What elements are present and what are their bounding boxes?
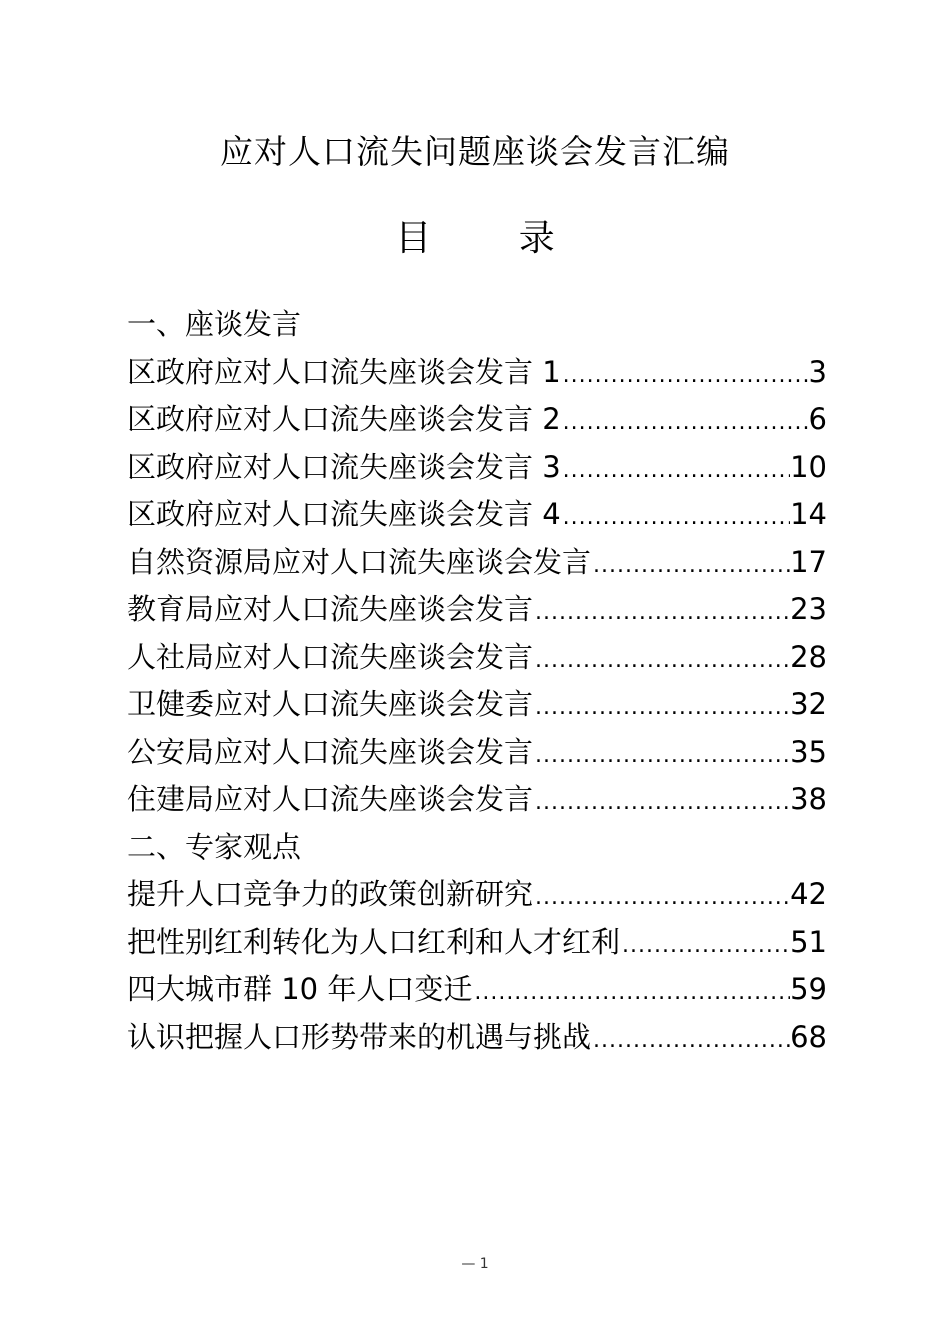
toc-entry-title: 卫健委应对人口流失座谈会发言 xyxy=(127,687,534,721)
toc-dot-leader xyxy=(533,732,790,780)
toc-entry[interactable] xyxy=(127,966,827,1014)
toc-page-number: 68 xyxy=(790,1019,827,1054)
toc-dot-leader xyxy=(561,399,809,447)
toc-entry[interactable] xyxy=(127,871,827,919)
toc-dot-leader xyxy=(561,494,790,542)
toc-entry-title: 住建局应对人口流失座谈会发言 xyxy=(127,782,534,816)
toc-page-number: 42 xyxy=(790,877,827,911)
toc-entry-title: 自然资源局应对人口流失座谈会发言 xyxy=(127,544,592,579)
toc-entry-title: 提升人口竞争力的政策创新研究 xyxy=(127,877,534,911)
toc-entry[interactable] xyxy=(127,444,827,492)
toc-dot-leader xyxy=(472,969,790,1017)
toc-dot-leader xyxy=(591,542,790,590)
toc-entry-title: 人社局应对人口流失座谈会发言 xyxy=(127,639,534,674)
toc-page-number: 10 xyxy=(790,449,827,484)
toc-entry-title: 区政府应对人口流失座谈会发言 2 xyxy=(127,402,561,436)
toc-heading: 目 录 xyxy=(395,218,593,259)
toc-entry-title: 区政府应对人口流失座谈会发言 3 xyxy=(127,449,561,484)
toc-section-heading: 二、专家观点 xyxy=(127,829,302,864)
toc-dot-leader xyxy=(533,637,790,685)
toc-dot-leader xyxy=(533,589,790,637)
toc-dot-leader xyxy=(533,684,790,732)
toc-page-number: 17 xyxy=(790,544,827,579)
toc-entry[interactable] xyxy=(127,491,827,539)
toc-dot-leader xyxy=(561,447,790,495)
toc-entry[interactable] xyxy=(127,539,827,587)
toc-entry[interactable] xyxy=(127,396,827,444)
toc-dot-leader xyxy=(620,922,790,970)
toc-entry-title: 区政府应对人口流失座谈会发言 1 xyxy=(127,354,561,389)
table-of-contents xyxy=(127,301,827,1061)
toc-page-number: 38 xyxy=(790,782,827,816)
toc-entry[interactable] xyxy=(127,681,827,729)
toc-page-number: 32 xyxy=(790,687,827,721)
toc-section-heading: 一、座谈发言 xyxy=(127,307,302,341)
toc-entry-title: 公安局应对人口流失座谈会发言 xyxy=(127,734,534,769)
toc-page-number: 59 xyxy=(790,972,827,1006)
toc-entry[interactable] xyxy=(127,586,827,634)
toc-entry-title: 认识把握人口形势带来的机遇与挑战 xyxy=(127,1019,592,1054)
toc-entry-title: 把性别红利转化为人口红利和人才红利 xyxy=(127,924,621,959)
toc-dot-leader xyxy=(533,779,790,827)
toc-entry[interactable] xyxy=(127,776,827,824)
toc-entry[interactable] xyxy=(127,634,827,682)
toc-page-number: 3 xyxy=(808,354,827,389)
toc-entry[interactable] xyxy=(127,349,827,397)
toc-page-number: 23 xyxy=(790,592,827,626)
toc-dot-leader xyxy=(591,1017,790,1065)
toc-entry[interactable] xyxy=(127,1014,827,1062)
toc-entry[interactable] xyxy=(127,729,827,777)
toc-entry-title: 区政府应对人口流失座谈会发言 4 xyxy=(127,497,561,531)
toc-page-number: 28 xyxy=(790,639,827,674)
toc-page-number: 51 xyxy=(790,924,827,959)
toc-dot-leader xyxy=(533,874,790,922)
toc-entry-title: 四大城市群 10 年人口变迁 xyxy=(127,972,473,1006)
toc-page-number: 35 xyxy=(790,734,827,769)
page-number-footer: — 1 xyxy=(461,1256,489,1272)
toc-dot-leader xyxy=(561,352,809,400)
toc-page-number: 6 xyxy=(808,402,827,436)
document-title: 应对人口流失问题座谈会发言汇编 xyxy=(220,132,730,171)
toc-page-number: 14 xyxy=(790,497,827,531)
toc-entry-title: 教育局应对人口流失座谈会发言 xyxy=(127,592,534,626)
toc-entry[interactable] xyxy=(127,919,827,967)
